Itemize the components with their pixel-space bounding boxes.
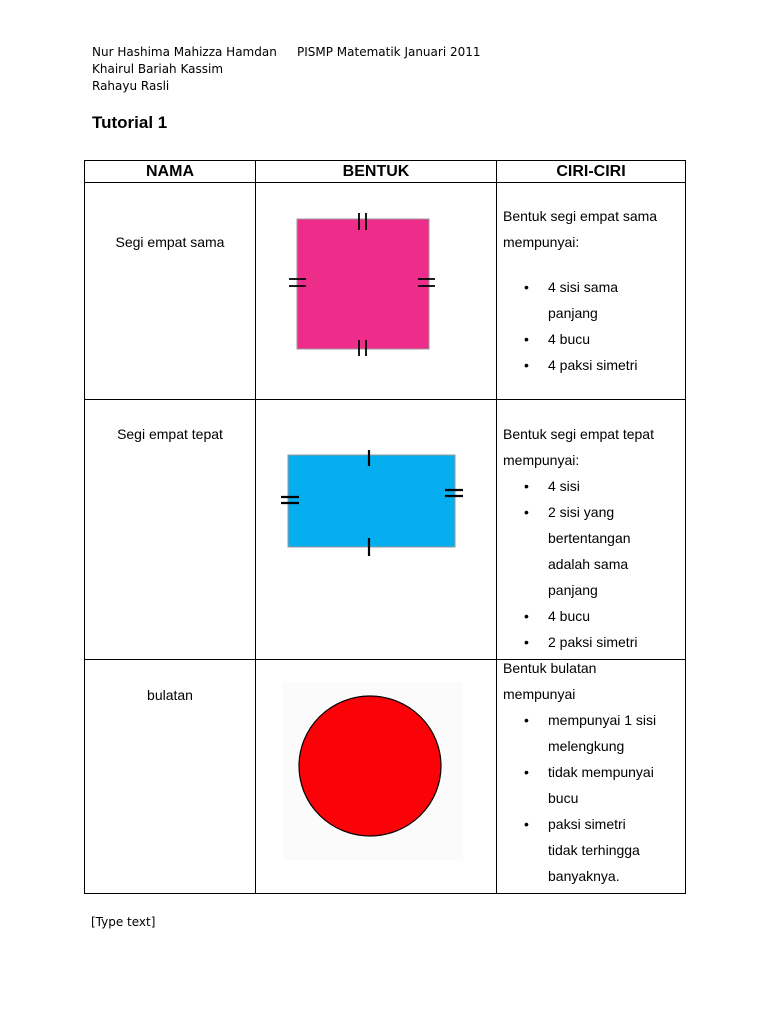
list-item: • 2 sisi yang bertentangan adalah sama panjang: [503, 499, 653, 603]
course-label: PISMP Matematik Januari 2011: [297, 45, 481, 59]
circle-shape: [283, 682, 463, 860]
list-item: • 4 sisi sama panjang: [503, 274, 628, 326]
list-item: • 4 bucu: [503, 326, 683, 352]
list-item: • tidak mempunyai bucu: [503, 759, 658, 811]
list-item: • mempunyai 1 sisi melengkung: [503, 707, 658, 759]
page-title: Tutorial 1: [92, 113, 168, 132]
characteristics-intro: mempunyai: [503, 686, 576, 702]
shape-name: Segi empat sama: [115, 234, 225, 250]
column-header-bentuk: BENTUK: [342, 163, 410, 180]
list-item: • 4 bucu: [503, 603, 683, 629]
column-header-ciri: CIRI-CIRI: [556, 163, 626, 180]
shape-name: Segi empat tepat: [117, 426, 223, 442]
author-name: Khairul Bariah Kassim: [92, 62, 224, 76]
list-item: • paksi simetri tidak terhingga banyaknya.: [503, 811, 658, 889]
characteristics: [503, 421, 683, 655]
author-name: Rahayu Rasli: [92, 79, 170, 93]
characteristics-intro: mempunyai:: [503, 234, 580, 250]
author-list: [92, 44, 277, 95]
square-shape: [280, 210, 450, 360]
list-item: • 2 paksi simetri: [503, 629, 683, 655]
footer-placeholder[interactable]: [Type text]: [91, 915, 156, 929]
column-header-nama: NAMA: [146, 163, 194, 180]
list-item: • 4 paksi simetri: [503, 352, 683, 378]
characteristics-intro: Bentuk segi empat tepat: [503, 426, 654, 442]
characteristics-intro: Bentuk bulatan: [503, 660, 597, 676]
characteristics-intro: Bentuk segi empat sama: [503, 208, 658, 224]
characteristics: [503, 203, 683, 378]
list-item: • 4 sisi: [503, 473, 683, 499]
shape-name: bulatan: [147, 687, 193, 703]
author-name: Nur Hashima Mahizza Hamdan: [92, 45, 277, 59]
rectangle-shape: [278, 446, 468, 562]
characteristics: [503, 655, 683, 889]
characteristics-intro: mempunyai:: [503, 452, 580, 468]
